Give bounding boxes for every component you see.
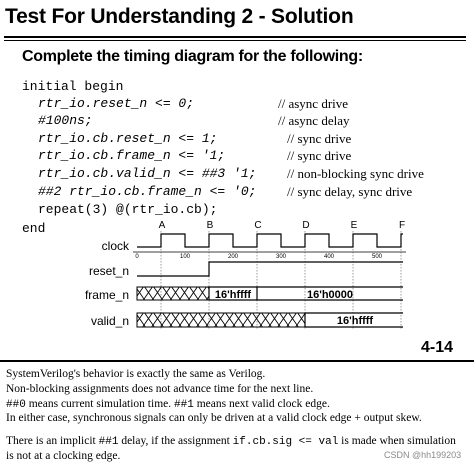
- signal-label-reset: reset_n: [88, 264, 129, 278]
- frame-unknown-region: [137, 287, 209, 300]
- note-line-2: Non-blocking assignments does not advance time for the next line.: [6, 383, 314, 395]
- code-comment-2: // async delay: [278, 113, 350, 128]
- note-line-3-part-b: means current simulation time.: [25, 398, 174, 410]
- signal-label-valid: valid_n: [90, 314, 129, 328]
- valid-unknown-region: [137, 313, 305, 327]
- edge-label-b: B: [206, 220, 214, 231]
- note-line-3-part-d: means next valid clock edge.: [193, 398, 330, 410]
- code-comment-6: // sync delay, sync drive: [287, 184, 413, 199]
- note-line-5-part-b: ##1: [98, 436, 119, 448]
- tick-label-100: 100: [179, 254, 190, 260]
- edge-label-a: A: [158, 220, 166, 231]
- note-line-4: In either case, synchronous signals can only be driven at a valid clock edge + output skew.: [6, 412, 422, 424]
- signal-label-frame: frame_n: [84, 288, 129, 302]
- slide-subtitle: Complete the timing diagram for the following:: [22, 48, 363, 65]
- valid-value-ffff: 16'hffff: [336, 315, 374, 327]
- note-line-5-part-e: is made when simulation: [338, 435, 456, 447]
- code-end-line: end: [22, 221, 46, 236]
- code-comment-4: // sync drive: [287, 148, 352, 163]
- page-number: 4-14: [421, 339, 454, 356]
- note-line-5-part-a: There is an implicit: [6, 435, 99, 447]
- code-line-3: rtr_io.cb.reset_n <= 1;: [38, 131, 218, 146]
- tick-label-400: 400: [323, 254, 334, 260]
- code-line-6: ##2 rtr_io.cb.frame_n <= '0;: [38, 184, 257, 199]
- code-comment-3: // sync drive: [287, 131, 352, 146]
- code-comment-1: // async drive: [278, 96, 349, 111]
- note-line-5: [6, 434, 456, 449]
- note-line-5-part-d: if.cb.sig <= val: [232, 436, 339, 448]
- code-line-5: rtr_io.cb.valid_n <= ##3 '1;: [38, 166, 257, 181]
- edge-label-f: F: [398, 220, 406, 231]
- code-repeat-line: repeat(3) @(rtr_io.cb);: [38, 202, 218, 217]
- code-begin-line: initial begin: [22, 79, 124, 94]
- frame-value-ffff: 16'hffff: [214, 289, 252, 301]
- code-line-4: rtr_io.cb.frame_n <= '1;: [38, 148, 226, 163]
- note-line-3-part-c: ##1: [174, 399, 194, 411]
- note-line-3: [6, 397, 330, 412]
- notes-separator: [0, 360, 474, 362]
- note-line-1: SystemVerilog's behavior is exactly the same as Verilog.: [6, 368, 266, 380]
- edge-label-c: C: [254, 220, 262, 231]
- tick-label-500: 500: [371, 254, 382, 260]
- frame-value-0000: 16'h0000: [306, 289, 354, 301]
- tick-label-200: 200: [227, 254, 238, 260]
- watermark: CSDN @hh199203: [384, 450, 462, 460]
- note-line-5-part-c: delay, if the assignment: [118, 435, 233, 447]
- tick-label-0: 0: [135, 254, 139, 260]
- tick-label-300: 300: [275, 254, 286, 260]
- signal-label-clock: clock: [101, 239, 129, 253]
- note-line-6: is not at a clocking edge.: [6, 450, 121, 462]
- code-line-2: #100ns;: [38, 113, 93, 128]
- edge-label-d: D: [302, 220, 310, 231]
- edge-label-e: E: [350, 220, 358, 231]
- code-comment-5: // non-blocking sync drive: [287, 166, 424, 181]
- code-line-1: rtr_io.reset_n <= 0;: [38, 96, 195, 111]
- note-line-3-part-a: ##0: [6, 399, 26, 411]
- slide-title: Test For Understanding 2 - Solution: [5, 5, 354, 28]
